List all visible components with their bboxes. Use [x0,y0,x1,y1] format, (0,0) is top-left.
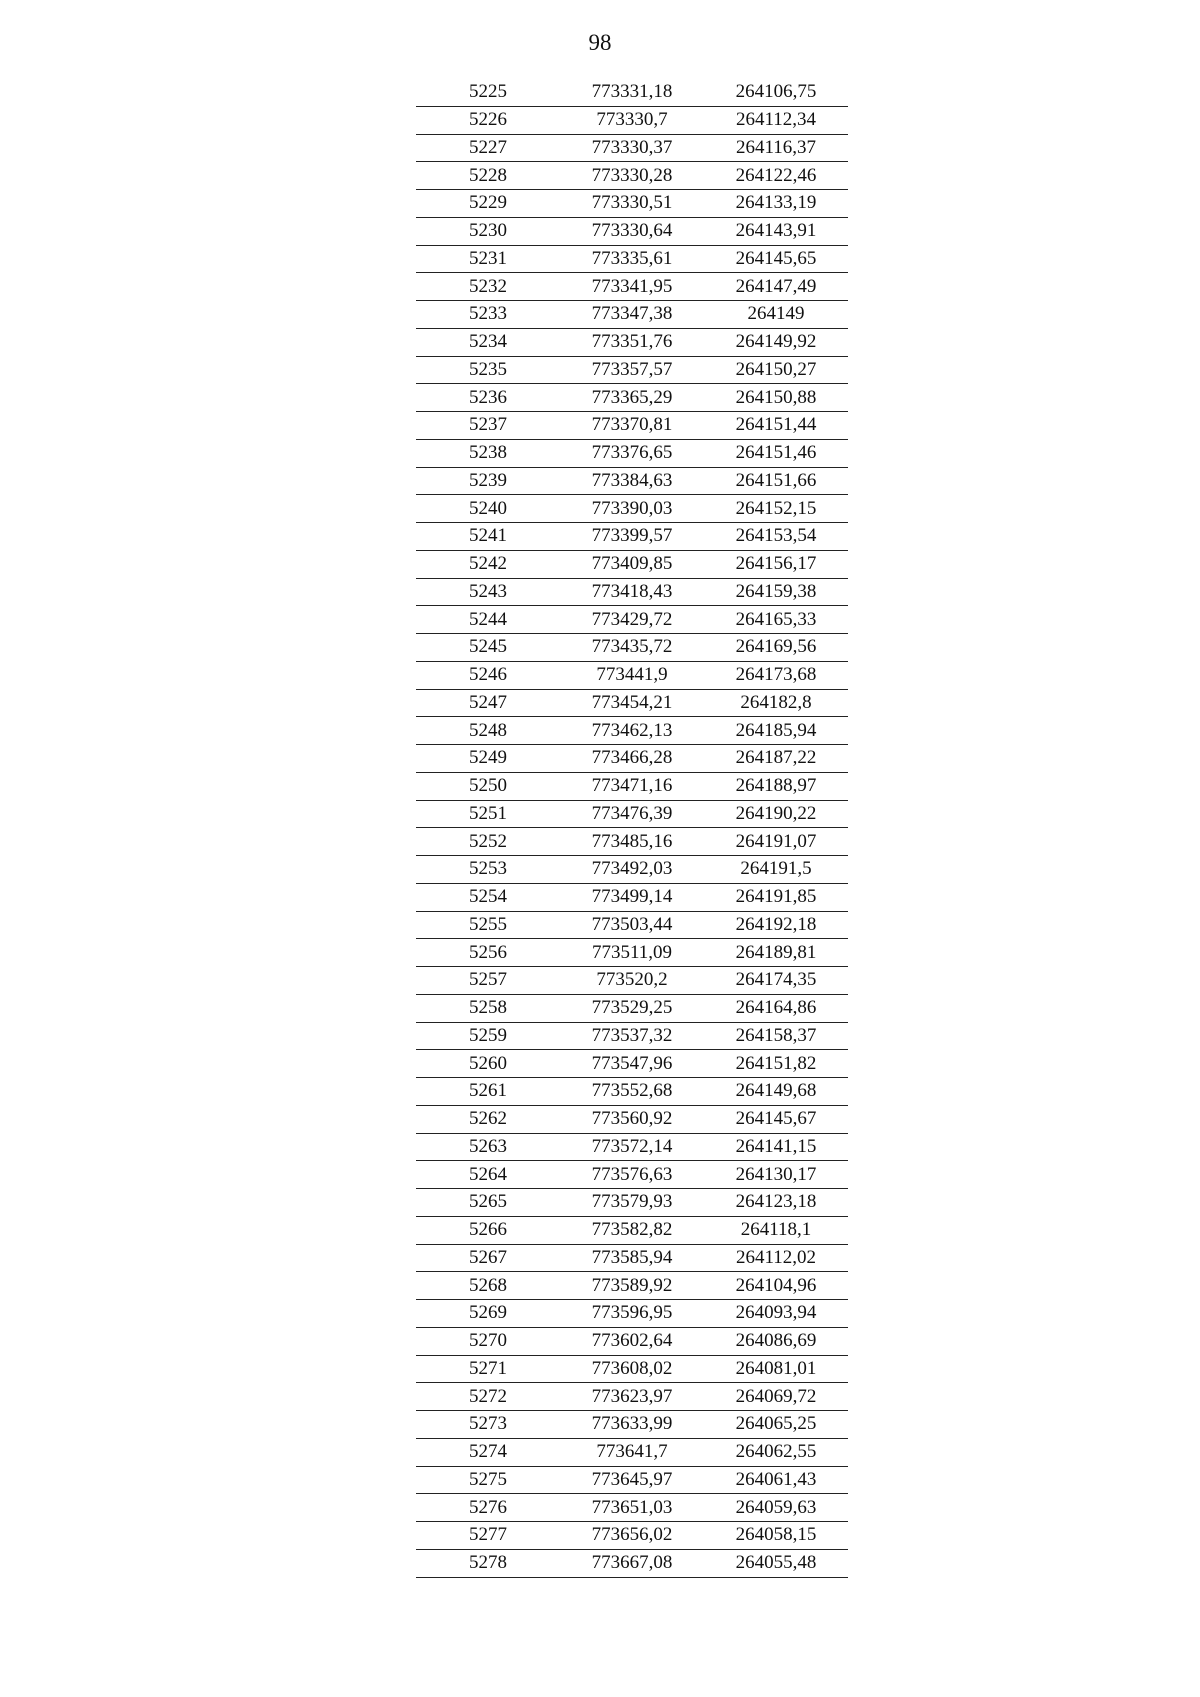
table-row [416,661,848,689]
point-number-cell: 5250 [416,772,560,800]
x-coordinate-cell: 773579,93 [560,1189,704,1217]
x-coordinate-cell: 773462,13 [560,717,704,745]
y-coordinate-cell: 264185,94 [704,717,848,745]
table-row [416,384,848,412]
point-number-cell: 5243 [416,578,560,606]
x-coordinate-cell: 773330,51 [560,190,704,218]
table-row [416,1549,848,1577]
y-coordinate-cell: 264133,19 [704,190,848,218]
y-coordinate-cell: 264164,86 [704,994,848,1022]
table-row [416,606,848,634]
point-number-cell: 5263 [416,1133,560,1161]
table-row [416,550,848,578]
table-row [416,439,848,467]
x-coordinate-cell: 773485,16 [560,828,704,856]
page-number: 98 [588,30,612,55]
y-coordinate-cell: 264116,37 [704,134,848,162]
x-coordinate-cell: 773347,38 [560,301,704,329]
table-row [416,356,848,384]
y-coordinate-cell: 264123,18 [704,1189,848,1217]
y-coordinate-cell: 264169,56 [704,634,848,662]
table-row [416,1050,848,1078]
point-number-cell: 5261 [416,1078,560,1106]
y-coordinate-cell: 264149,68 [704,1078,848,1106]
table-row [416,883,848,911]
table-row [416,1300,848,1328]
point-number-cell: 5244 [416,606,560,634]
y-coordinate-cell: 264156,17 [704,550,848,578]
y-coordinate-cell: 264059,63 [704,1494,848,1522]
y-coordinate-cell: 264145,67 [704,1105,848,1133]
table-row [416,1161,848,1189]
point-number-cell: 5235 [416,356,560,384]
table-row [416,273,848,301]
x-coordinate-cell: 773560,92 [560,1105,704,1133]
table-row [416,1216,848,1244]
point-number-cell: 5272 [416,1383,560,1411]
y-coordinate-cell: 264112,34 [704,106,848,134]
y-coordinate-cell: 264061,43 [704,1466,848,1494]
y-coordinate-cell: 264147,49 [704,273,848,301]
table-row [416,190,848,218]
x-coordinate-cell: 773330,37 [560,134,704,162]
y-coordinate-cell: 264151,46 [704,439,848,467]
table-row [416,1411,848,1439]
point-number-cell: 5237 [416,412,560,440]
y-coordinate-cell: 264141,15 [704,1133,848,1161]
x-coordinate-cell: 773596,95 [560,1300,704,1328]
y-coordinate-cell: 264122,46 [704,162,848,190]
x-coordinate-cell: 773370,81 [560,412,704,440]
point-number-cell: 5255 [416,911,560,939]
point-number-cell: 5245 [416,634,560,662]
y-coordinate-cell: 264173,68 [704,661,848,689]
point-number-cell: 5267 [416,1244,560,1272]
x-coordinate-cell: 773399,57 [560,523,704,551]
y-coordinate-cell: 264130,17 [704,1161,848,1189]
x-coordinate-cell: 773667,08 [560,1549,704,1577]
table-row [416,1078,848,1106]
y-coordinate-cell: 264058,15 [704,1522,848,1550]
point-number-cell: 5233 [416,301,560,329]
point-number-cell: 5271 [416,1355,560,1383]
x-coordinate-cell: 773582,82 [560,1216,704,1244]
y-coordinate-cell: 264158,37 [704,1022,848,1050]
x-coordinate-cell: 773572,14 [560,1133,704,1161]
point-number-cell: 5278 [416,1549,560,1577]
x-coordinate-cell: 773331,18 [560,79,704,106]
point-number-cell: 5269 [416,1300,560,1328]
x-coordinate-cell: 773384,63 [560,467,704,495]
y-coordinate-cell: 264152,15 [704,495,848,523]
x-coordinate-cell: 773441,9 [560,661,704,689]
y-coordinate-cell: 264189,81 [704,939,848,967]
y-coordinate-cell: 264165,33 [704,606,848,634]
x-coordinate-cell: 773330,7 [560,106,704,134]
point-number-cell: 5228 [416,162,560,190]
x-coordinate-cell: 773585,94 [560,1244,704,1272]
point-number-cell: 5231 [416,245,560,273]
y-coordinate-cell: 264191,5 [704,856,848,884]
y-coordinate-cell: 264191,07 [704,828,848,856]
point-number-cell: 5274 [416,1438,560,1466]
point-number-cell: 5238 [416,439,560,467]
x-coordinate-cell: 773466,28 [560,745,704,773]
table-row [416,1494,848,1522]
x-coordinate-cell: 773623,97 [560,1383,704,1411]
point-number-cell: 5252 [416,828,560,856]
y-coordinate-cell: 264191,85 [704,883,848,911]
y-coordinate-cell: 264086,69 [704,1327,848,1355]
point-number-cell: 5236 [416,384,560,412]
x-coordinate-cell: 773537,32 [560,1022,704,1050]
table-row [416,828,848,856]
table-row [416,412,848,440]
point-number-cell: 5232 [416,273,560,301]
table-row [416,967,848,995]
point-number-cell: 5225 [416,79,560,106]
x-coordinate-cell: 773547,96 [560,1050,704,1078]
point-number-cell: 5253 [416,856,560,884]
y-coordinate-cell: 264145,65 [704,245,848,273]
x-coordinate-cell: 773492,03 [560,856,704,884]
table-row [416,994,848,1022]
table-row [416,1438,848,1466]
x-coordinate-cell: 773335,61 [560,245,704,273]
point-number-cell: 5229 [416,190,560,218]
point-number-cell: 5266 [416,1216,560,1244]
y-coordinate-cell: 264065,25 [704,1411,848,1439]
table-row [416,1466,848,1494]
table-row [416,1105,848,1133]
coordinates-table-body [416,79,848,1577]
point-number-cell: 5276 [416,1494,560,1522]
x-coordinate-cell: 773341,95 [560,273,704,301]
table-row [416,911,848,939]
table-row [416,745,848,773]
point-number-cell: 5256 [416,939,560,967]
table-row [416,495,848,523]
x-coordinate-cell: 773418,43 [560,578,704,606]
table-row [416,1244,848,1272]
y-coordinate-cell: 264150,27 [704,356,848,384]
point-number-cell: 5227 [416,134,560,162]
point-number-cell: 5264 [416,1161,560,1189]
table-row [416,939,848,967]
point-number-cell: 5277 [416,1522,560,1550]
x-coordinate-cell: 773330,64 [560,217,704,245]
x-coordinate-cell: 773656,02 [560,1522,704,1550]
table-row [416,772,848,800]
x-coordinate-cell: 773435,72 [560,634,704,662]
x-coordinate-cell: 773576,63 [560,1161,704,1189]
table-row [416,1022,848,1050]
x-coordinate-cell: 773529,25 [560,994,704,1022]
table-row [416,1133,848,1161]
x-coordinate-cell: 773409,85 [560,550,704,578]
y-coordinate-cell: 264106,75 [704,79,848,106]
y-coordinate-cell: 264150,88 [704,384,848,412]
x-coordinate-cell: 773351,76 [560,328,704,356]
table-row [416,106,848,134]
point-number-cell: 5234 [416,328,560,356]
point-number-cell: 5226 [416,106,560,134]
x-coordinate-cell: 773454,21 [560,689,704,717]
y-coordinate-cell: 264188,97 [704,772,848,800]
point-number-cell: 5262 [416,1105,560,1133]
x-coordinate-cell: 773376,65 [560,439,704,467]
y-coordinate-cell: 264149 [704,301,848,329]
y-coordinate-cell: 264159,38 [704,578,848,606]
table-row [416,1272,848,1300]
point-number-cell: 5257 [416,967,560,995]
point-number-cell: 5273 [416,1411,560,1439]
table-row [416,301,848,329]
point-number-cell: 5249 [416,745,560,773]
y-coordinate-cell: 264149,92 [704,328,848,356]
x-coordinate-cell: 773511,09 [560,939,704,967]
point-number-cell: 5242 [416,550,560,578]
point-number-cell: 5258 [416,994,560,1022]
x-coordinate-cell: 773429,72 [560,606,704,634]
y-coordinate-cell: 264182,8 [704,689,848,717]
point-number-cell: 5230 [416,217,560,245]
table-row [416,328,848,356]
x-coordinate-cell: 773476,39 [560,800,704,828]
x-coordinate-cell: 773552,68 [560,1078,704,1106]
y-coordinate-cell: 264118,1 [704,1216,848,1244]
table-row [416,578,848,606]
x-coordinate-cell: 773589,92 [560,1272,704,1300]
table-row [416,217,848,245]
y-coordinate-cell: 264093,94 [704,1300,848,1328]
x-coordinate-cell: 773602,64 [560,1327,704,1355]
point-number-cell: 5260 [416,1050,560,1078]
x-coordinate-cell: 773633,99 [560,1411,704,1439]
table-row [416,1327,848,1355]
table-row [416,1355,848,1383]
x-coordinate-cell: 773645,97 [560,1466,704,1494]
x-coordinate-cell: 773390,03 [560,495,704,523]
y-coordinate-cell: 264062,55 [704,1438,848,1466]
y-coordinate-cell: 264174,35 [704,967,848,995]
y-coordinate-cell: 264112,02 [704,1244,848,1272]
table-row [416,1189,848,1217]
point-number-cell: 5265 [416,1189,560,1217]
y-coordinate-cell: 264104,96 [704,1272,848,1300]
y-coordinate-cell: 264151,66 [704,467,848,495]
x-coordinate-cell: 773608,02 [560,1355,704,1383]
x-coordinate-cell: 773330,28 [560,162,704,190]
x-coordinate-cell: 773503,44 [560,911,704,939]
table-row [416,634,848,662]
y-coordinate-cell: 264190,22 [704,800,848,828]
y-coordinate-cell: 264153,54 [704,523,848,551]
point-number-cell: 5241 [416,523,560,551]
x-coordinate-cell: 773641,7 [560,1438,704,1466]
y-coordinate-cell: 264143,91 [704,217,848,245]
x-coordinate-cell: 773499,14 [560,883,704,911]
y-coordinate-cell: 264055,48 [704,1549,848,1577]
x-coordinate-cell: 773365,29 [560,384,704,412]
table-row [416,1522,848,1550]
table-row [416,689,848,717]
coordinates-table [416,79,848,1578]
y-coordinate-cell: 264081,01 [704,1355,848,1383]
point-number-cell: 5259 [416,1022,560,1050]
table-row [416,134,848,162]
table-row [416,800,848,828]
point-number-cell: 5254 [416,883,560,911]
x-coordinate-cell: 773357,57 [560,356,704,384]
table-row [416,162,848,190]
table-row [416,467,848,495]
point-number-cell: 5270 [416,1327,560,1355]
point-number-cell: 5268 [416,1272,560,1300]
y-coordinate-cell: 264069,72 [704,1383,848,1411]
point-number-cell: 5248 [416,717,560,745]
point-number-cell: 5240 [416,495,560,523]
table-row [416,523,848,551]
table-row [416,717,848,745]
x-coordinate-cell: 773471,16 [560,772,704,800]
y-coordinate-cell: 264192,18 [704,911,848,939]
x-coordinate-cell: 773651,03 [560,1494,704,1522]
y-coordinate-cell: 264151,82 [704,1050,848,1078]
table-row [416,856,848,884]
y-coordinate-cell: 264151,44 [704,412,848,440]
point-number-cell: 5275 [416,1466,560,1494]
point-number-cell: 5239 [416,467,560,495]
point-number-cell: 5246 [416,661,560,689]
point-number-cell: 5251 [416,800,560,828]
table-row [416,245,848,273]
table-row [416,79,848,106]
x-coordinate-cell: 773520,2 [560,967,704,995]
table-row [416,1383,848,1411]
y-coordinate-cell: 264187,22 [704,745,848,773]
point-number-cell: 5247 [416,689,560,717]
